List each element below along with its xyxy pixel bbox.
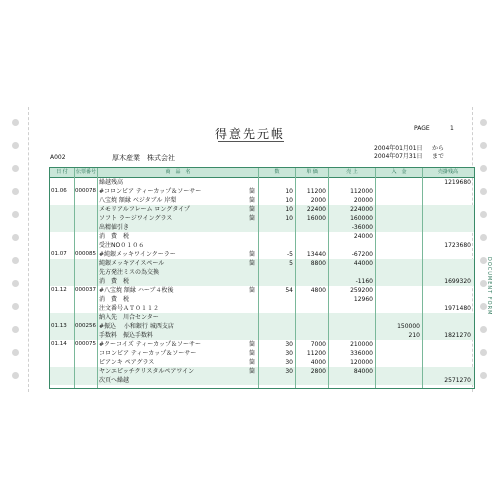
cell-receipt — [376, 286, 420, 295]
tractor-hole — [12, 165, 19, 172]
cell-unit: 箇 — [249, 188, 256, 195]
cell-receipt — [376, 205, 420, 214]
cell-item: 手数料 振込手数料 — [99, 332, 154, 339]
cell-receipt — [376, 268, 420, 277]
tractor-hole — [12, 257, 19, 264]
cell-balance — [423, 259, 471, 268]
cell-qty: 30 — [285, 359, 293, 366]
cell-date — [51, 205, 73, 214]
cell-qty: 10 — [285, 188, 293, 195]
tractor-hole — [480, 142, 487, 149]
cell-sales: 160000 — [350, 215, 373, 222]
cell-slip: 000078 — [75, 188, 96, 194]
cell-slip — [75, 268, 97, 277]
cell-date — [51, 367, 73, 376]
cell-balance — [423, 358, 471, 367]
cell-balance — [423, 187, 471, 196]
tractor-hole — [480, 188, 487, 195]
cell-unit: 箇 — [249, 260, 256, 267]
cell-sales: 210000 — [350, 341, 373, 348]
tractor-hole — [12, 326, 19, 333]
cell-balance: 1971480 — [444, 305, 471, 312]
cell-price — [296, 241, 326, 250]
cell-balance — [423, 205, 471, 214]
cell-balance — [423, 367, 471, 376]
cell-price: 8800 — [310, 260, 326, 267]
cell-unit: 箇 — [249, 215, 256, 222]
date-to: 2004年07月31日 — [374, 153, 423, 160]
cell-balance — [423, 340, 471, 349]
cell-item: 受注NO０１０６ — [99, 242, 145, 249]
cell-slip: 000037 — [75, 287, 96, 293]
cell-receipt — [376, 376, 420, 385]
cell-slip — [75, 277, 97, 286]
cell-qty — [259, 277, 293, 286]
cell-slip — [75, 259, 97, 268]
cell-sales: 120000 — [350, 359, 373, 366]
cell-receipt — [376, 358, 420, 367]
cell-slip — [75, 349, 97, 358]
cell-date — [51, 223, 73, 232]
cell-balance — [423, 313, 471, 322]
cell-slip — [75, 241, 97, 250]
cell-price — [296, 223, 326, 232]
cell-item: コロンビア ティーカップ＆ソーサー — [99, 350, 197, 357]
cell-price: 2800 — [310, 368, 326, 375]
cell-sales: 259200 — [350, 287, 373, 294]
cell-date — [51, 178, 73, 187]
cell-item: 先方発注ミスの為交換 — [99, 269, 160, 276]
left-perforation — [28, 107, 29, 392]
cell-unit — [249, 295, 258, 304]
tractor-hole — [12, 211, 19, 218]
cell-slip — [75, 304, 97, 313]
tractor-hole — [480, 165, 487, 172]
cell-qty: 5 — [289, 260, 293, 267]
cell-sales — [329, 313, 373, 322]
cell-item: 純銀メッキアイスペール — [99, 260, 165, 267]
cell-item: 出精値引き — [99, 224, 130, 231]
cell-slip — [75, 376, 97, 385]
cell-receipt — [376, 349, 420, 358]
cell-item: #純銀メッキワインクーラー — [99, 251, 176, 258]
cell-item: #八宝焼 額縁 ハーブ４枚後 — [99, 287, 174, 294]
customer-code: A002 — [50, 154, 66, 161]
cell-unit: 箇 — [249, 359, 256, 366]
cell-unit — [249, 277, 258, 286]
cell-price: 11200 — [306, 188, 326, 195]
cell-sales — [329, 376, 373, 385]
cell-date: 01.12 — [51, 287, 67, 293]
cell-item: 注文番号ＡＴ０１１２ — [99, 305, 160, 312]
col-receipt: 入 金 — [391, 169, 407, 175]
cell-date — [51, 313, 73, 322]
cell-date — [51, 232, 73, 241]
cell-qty — [259, 295, 293, 304]
tractor-hole — [12, 349, 19, 356]
cell-balance — [423, 286, 471, 295]
cell-unit — [249, 322, 258, 331]
cell-receipt — [376, 187, 420, 196]
cell-price: 7000 — [310, 341, 326, 348]
document-title: 得意先元帳 — [214, 127, 285, 141]
cell-sales: 24000 — [353, 233, 373, 240]
cell-date: 01.13 — [51, 323, 67, 329]
cell-unit — [249, 178, 258, 187]
cell-qty — [259, 313, 293, 322]
cell-balance — [423, 322, 471, 331]
cell-date — [51, 349, 73, 358]
cell-receipt — [376, 196, 420, 205]
cell-unit — [249, 313, 258, 322]
cell-unit — [249, 331, 258, 340]
cell-receipt: 150000 — [397, 323, 420, 330]
cell-price — [296, 313, 326, 322]
cell-price: 16000 — [306, 215, 326, 222]
cell-qty: -5 — [287, 251, 293, 258]
cell-date: 01.14 — [51, 341, 67, 347]
cell-date — [51, 358, 73, 367]
cell-receipt — [376, 250, 420, 259]
cell-balance — [423, 250, 471, 259]
cell-balance — [423, 349, 471, 358]
cell-item: #振込 小和銀行 城西支店 — [99, 323, 174, 330]
cell-date — [51, 277, 73, 286]
cell-date — [51, 295, 73, 304]
cell-date: 01.06 — [51, 188, 67, 194]
cell-item: 繰越残高 — [99, 179, 124, 186]
cell-item: 消 費 税 — [99, 296, 130, 303]
cell-qty — [259, 304, 293, 313]
cell-receipt — [376, 304, 420, 313]
cell-qty — [259, 268, 293, 277]
cell-qty — [259, 331, 293, 340]
cell-item: 八宝焼 額縁 ベジタブル 岸梨 — [99, 197, 177, 204]
col-date: 日 付 — [56, 169, 68, 175]
cell-sales — [329, 268, 373, 277]
cell-qty — [259, 232, 293, 241]
cell-item: 次頁へ繰越 — [99, 377, 130, 384]
cell-receipt — [376, 241, 420, 250]
cell-slip — [75, 178, 97, 187]
tractor-hole — [12, 234, 19, 241]
cell-sales: -67200 — [351, 251, 373, 258]
col-slip: 伝票番号 — [75, 169, 96, 175]
cell-receipt — [376, 295, 420, 304]
cell-unit — [249, 304, 258, 313]
cell-slip — [75, 205, 97, 214]
date-to-suffix: まで — [432, 153, 445, 160]
cell-slip — [75, 358, 97, 367]
cell-item: ソフト ラージワイングラス — [99, 215, 173, 222]
cell-item: ヤンエピッチクリスタルペアワイン — [99, 368, 195, 375]
cell-slip — [75, 214, 97, 223]
cell-price — [296, 178, 326, 187]
cell-slip — [75, 295, 97, 304]
cell-slip: 000075 — [75, 341, 96, 347]
cell-qty — [259, 322, 293, 331]
cell-balance — [423, 232, 471, 241]
cell-date — [51, 304, 73, 313]
cell-slip — [75, 367, 97, 376]
cell-qty: 54 — [285, 287, 293, 294]
cell-qty — [259, 241, 293, 250]
cell-qty — [259, 376, 293, 385]
tractor-hole — [480, 234, 487, 241]
col-sales: 売 上 — [346, 169, 358, 175]
cell-item: 納入先 川合センター — [99, 314, 159, 321]
cell-sales: -1160 — [355, 278, 373, 285]
tractor-hole — [480, 211, 487, 218]
table-header — [50, 168, 474, 178]
cell-price — [296, 322, 326, 331]
cell-unit: 箇 — [249, 251, 256, 258]
date-from: 2004年01月01日 — [374, 145, 423, 152]
cell-price: 2000 — [310, 197, 326, 204]
title-underline — [218, 141, 284, 142]
cell-qty: 10 — [285, 197, 293, 204]
cell-balance: 2571270 — [444, 377, 471, 384]
cell-balance — [423, 295, 471, 304]
cell-receipt — [376, 178, 420, 187]
cell-balance: 1723680 — [444, 242, 471, 249]
cell-unit — [249, 223, 258, 232]
column-rule — [97, 168, 98, 389]
cell-slip: 000085 — [75, 251, 96, 257]
cell-sales: 84000 — [353, 368, 373, 375]
cell-balance — [423, 268, 471, 277]
cell-balance — [423, 214, 471, 223]
cell-receipt — [376, 223, 420, 232]
cell-unit: 箇 — [249, 368, 256, 375]
page-label: PAGE — [414, 125, 430, 132]
cell-unit: 箇 — [249, 287, 256, 294]
cell-item: 消 費 税 — [99, 233, 130, 240]
cell-slip — [75, 313, 97, 322]
cell-date — [51, 214, 73, 223]
ledger-table — [49, 167, 475, 389]
cell-sales — [329, 322, 373, 331]
cell-unit — [249, 232, 258, 241]
tractor-hole — [12, 188, 19, 195]
cell-slip — [75, 331, 97, 340]
cell-sales: 20000 — [353, 197, 373, 204]
tractor-hole — [12, 303, 19, 310]
cell-sales — [329, 304, 373, 313]
cell-unit — [249, 268, 258, 277]
cell-qty — [259, 178, 293, 187]
page-number: 1 — [450, 125, 454, 132]
cell-slip — [75, 223, 97, 232]
col-balance: 売掛残高 — [437, 169, 458, 175]
cell-sales: -36000 — [351, 224, 373, 231]
cell-price — [296, 268, 326, 277]
cell-receipt — [376, 313, 420, 322]
cell-slip — [75, 196, 97, 205]
cell-receipt — [376, 214, 420, 223]
cell-item: ピアンキ ペアグラス — [99, 359, 155, 366]
cell-unit: 箇 — [249, 341, 256, 348]
cell-unit — [249, 241, 258, 250]
cell-date — [51, 196, 73, 205]
cell-balance: 1821270 — [444, 332, 471, 339]
tractor-hole — [12, 280, 19, 287]
cell-item: #クーコイズ ティーカップ＆ソーサー — [99, 341, 202, 348]
cell-sales: 112000 — [350, 188, 373, 195]
cell-balance: 1699320 — [444, 278, 471, 285]
cell-sales: 224000 — [350, 206, 373, 213]
cell-date — [51, 268, 73, 277]
cell-unit: 箇 — [249, 197, 256, 204]
cell-slip: 000256 — [75, 323, 96, 329]
cell-qty: 30 — [285, 341, 293, 348]
col-unit-price: 単 価 — [306, 169, 318, 175]
cell-qty: 10 — [285, 215, 293, 222]
cell-item: 消 費 税 — [99, 278, 130, 285]
col-item: 商 品 名 — [165, 169, 191, 175]
col-qty: 数 — [274, 169, 280, 175]
cell-unit: 箇 — [249, 350, 256, 357]
cell-item: メモリアルフレーム ロングタイプ — [99, 206, 190, 213]
cell-price: 11200 — [306, 350, 326, 357]
cell-price — [296, 331, 326, 340]
cell-date — [51, 241, 73, 250]
cell-sales: 336000 — [350, 350, 373, 357]
cell-unit: 箇 — [249, 206, 256, 213]
cell-balance: 1219680 — [444, 179, 471, 186]
cell-price: 13440 — [306, 251, 326, 258]
cell-sales — [329, 178, 373, 187]
cell-receipt — [376, 277, 420, 286]
left-tractor-strip — [4, 107, 28, 392]
cell-price — [296, 232, 326, 241]
ledger-form — [4, 107, 496, 392]
side-form-print: DOCUMENT FORM — [486, 257, 492, 316]
tractor-hole — [12, 372, 19, 379]
cell-qty: 30 — [285, 368, 293, 375]
cell-date — [51, 331, 73, 340]
cell-balance — [423, 196, 471, 205]
cell-price: 4000 — [310, 359, 326, 366]
cell-slip — [75, 232, 97, 241]
cell-receipt — [376, 259, 420, 268]
cell-price — [296, 277, 326, 286]
cell-qty: 30 — [285, 350, 293, 357]
tractor-hole — [12, 142, 19, 149]
date-from-suffix: から — [432, 145, 445, 152]
cell-balance — [423, 223, 471, 232]
customer-name: 厚木産業 株式会社 — [112, 154, 175, 162]
cell-price — [296, 295, 326, 304]
cell-item: #コロンビア ティーカップ＆ソーサー — [99, 188, 202, 195]
cell-sales: 44000 — [353, 260, 373, 267]
cell-receipt — [376, 232, 420, 241]
cell-sales: 12960 — [353, 296, 373, 303]
cell-unit — [249, 376, 258, 385]
cell-qty — [259, 223, 293, 232]
cell-qty: 10 — [285, 206, 293, 213]
cell-receipt — [376, 367, 420, 376]
cell-date — [51, 376, 73, 385]
cell-price: 4800 — [310, 287, 326, 294]
cell-price — [296, 376, 326, 385]
cell-date: 01.07 — [51, 251, 67, 257]
cell-receipt — [376, 340, 420, 349]
cell-receipt: 210 — [408, 332, 420, 339]
cell-date — [51, 259, 73, 268]
cell-price — [296, 304, 326, 313]
cell-sales — [329, 241, 373, 250]
cell-sales — [329, 331, 373, 340]
cell-price: 22400 — [306, 206, 326, 213]
